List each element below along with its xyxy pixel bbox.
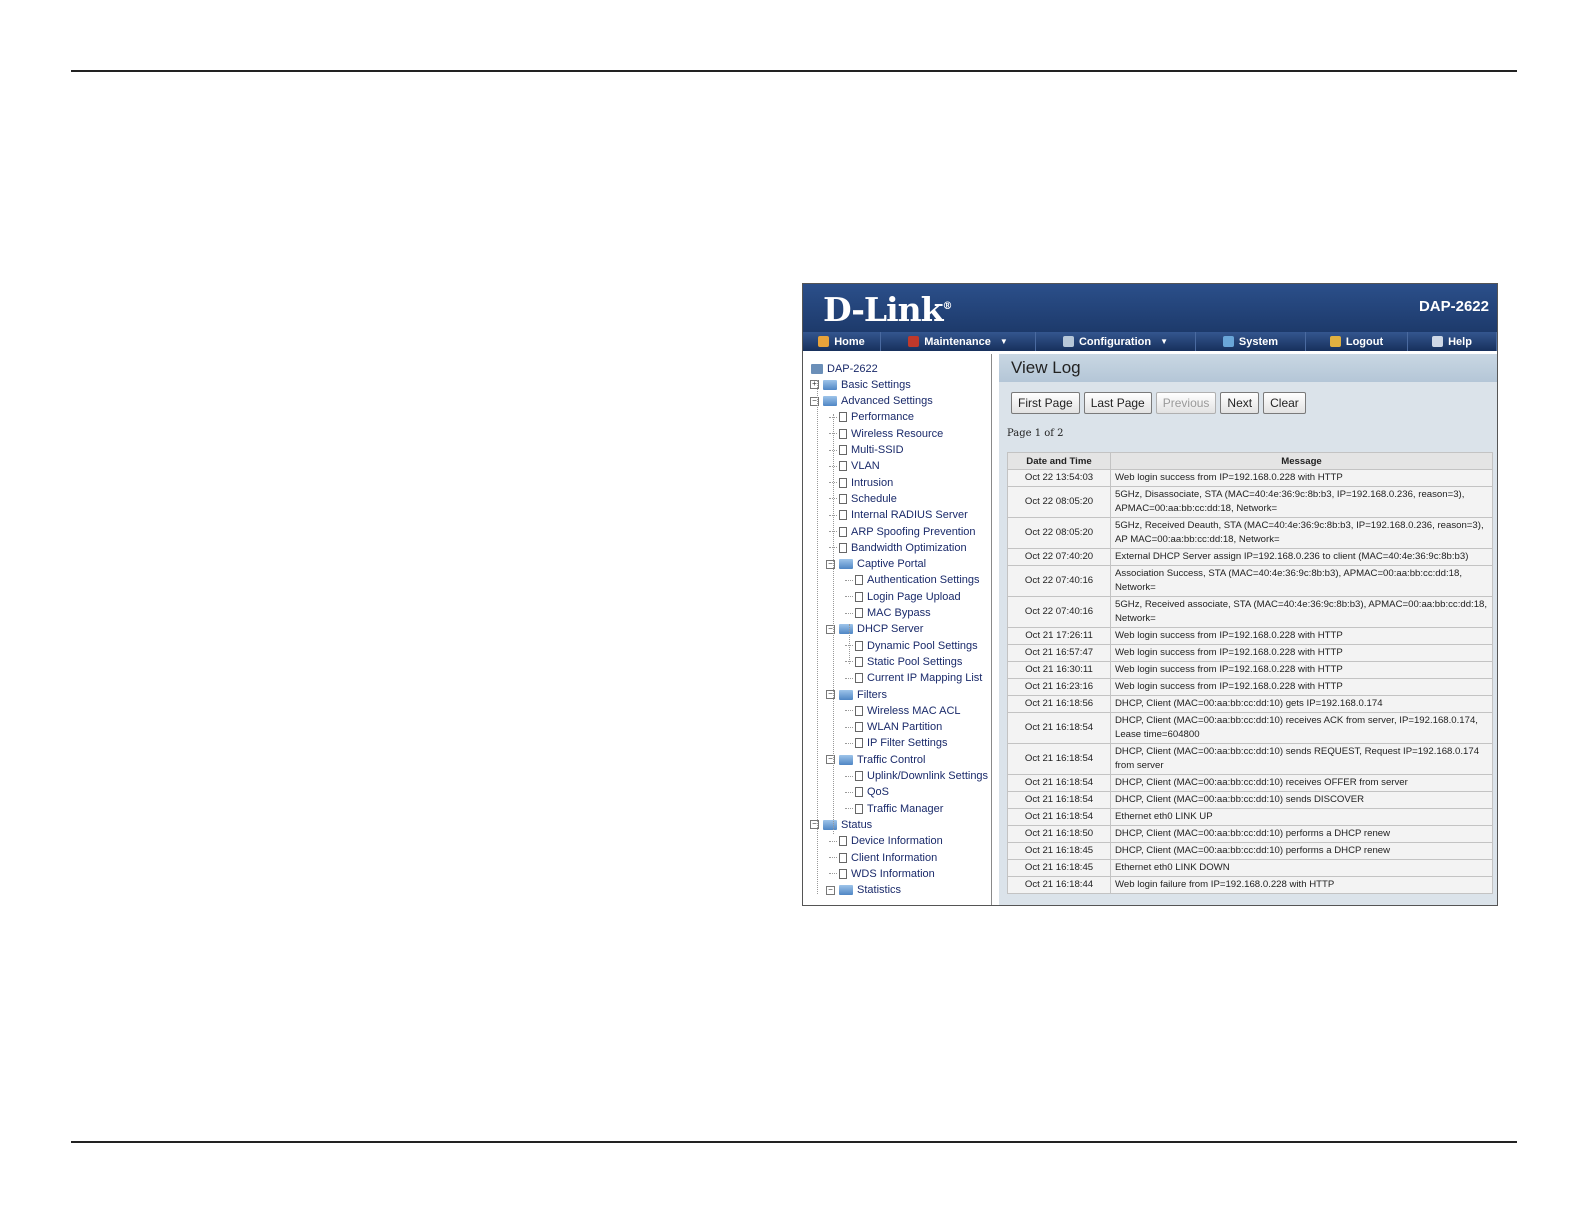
- log-message: Ethernet eth0 LINK DOWN: [1111, 860, 1492, 876]
- dap-web-ui-screenshot: [802, 283, 1498, 906]
- log-message: DHCP, Client (MAC=00:aa:bb:cc:dd:10) receives OFFER from server: [1111, 775, 1492, 791]
- tree-item-label: Statistics: [857, 884, 902, 897]
- computer-icon: [811, 364, 823, 374]
- page-icon: [839, 510, 847, 520]
- tree-item-label: IP Filter Settings: [867, 737, 948, 750]
- folder-icon: [839, 885, 853, 895]
- tree-item-uplink-downlink-settings[interactable]: [855, 769, 988, 784]
- tree-item-advanced-settings[interactable]: [823, 394, 933, 409]
- page-title: View Log: [999, 354, 1498, 382]
- page-icon: [855, 722, 863, 732]
- tree-item-label: Performance: [851, 411, 914, 424]
- log-datetime: Oct 21 16:18:56: [1008, 696, 1110, 712]
- table-row: [1008, 775, 1492, 791]
- table-row: [1008, 549, 1492, 565]
- tree-item-wlan-partition[interactable]: [855, 720, 942, 735]
- page-icon: [855, 787, 863, 797]
- folder-icon: [839, 755, 853, 765]
- table-row: [1008, 860, 1492, 876]
- tree-item-traffic-manager[interactable]: [855, 801, 943, 816]
- tree-item-label: Filters: [857, 688, 887, 701]
- collapse-icon[interactable]: −: [810, 397, 819, 406]
- tree-item-label: Captive Portal: [857, 558, 927, 571]
- page-icon: [839, 445, 847, 455]
- header-banner: [803, 284, 1497, 332]
- tree-item-label: Status: [841, 818, 873, 831]
- tree-item-ip-filter-settings[interactable]: [855, 736, 948, 751]
- table-row: [1008, 628, 1492, 644]
- next-button[interactable]: Next: [1220, 392, 1259, 414]
- log-datetime: Oct 22 07:40:16: [1008, 566, 1110, 596]
- log-message: 5GHz, Disassociate, STA (MAC=40:4e:36:9c:8b:b3, IP=192.168.0.236, reason=3), APMAC=00:aa:bb:cc:dd:18, Network=: [1111, 487, 1492, 517]
- log-datetime: Oct 21 16:18:54: [1008, 792, 1110, 808]
- tree-item-label: Client Information: [851, 851, 938, 864]
- nav-system[interactable]: [1196, 332, 1306, 351]
- column-header-message: Message: [1111, 453, 1492, 469]
- tree-item-schedule[interactable]: [839, 491, 897, 506]
- page-icon: [839, 478, 847, 488]
- log-datetime: Oct 21 16:18:54: [1008, 744, 1110, 774]
- page-icon: [839, 869, 847, 879]
- log-message: DHCP, Client (MAC=00:aa:bb:cc:dd:10) performs a DHCP renew: [1111, 826, 1492, 842]
- tree-item-device-information[interactable]: [839, 834, 943, 849]
- tree-connector: [845, 743, 853, 744]
- log-datetime: Oct 21 16:30:11: [1008, 662, 1110, 678]
- page-icon: [855, 706, 863, 716]
- page-icon: [855, 592, 863, 602]
- log-message: DHCP, Client (MAC=00:aa:bb:cc:dd:10) receives ACK from server, IP=192.168.0.174, Lease time=604800: [1111, 713, 1492, 743]
- log-datetime: Oct 22 07:40:20: [1008, 549, 1110, 565]
- log-datetime: Oct 21 16:18:44: [1008, 877, 1110, 893]
- page-icon: [855, 673, 863, 683]
- tree-connector: [845, 613, 853, 614]
- tree-item-label: Dynamic Pool Settings: [867, 639, 978, 652]
- tree-item-label: Static Pool Settings: [867, 655, 963, 668]
- tree-item-wireless-resource[interactable]: [839, 426, 943, 441]
- table-row: [1008, 662, 1492, 678]
- log-message: Web login failure from IP=192.168.0.228 with HTTP: [1111, 877, 1492, 893]
- tree-item-label: Advanced Settings: [841, 395, 933, 408]
- tree-item-multi-ssid[interactable]: [839, 443, 904, 458]
- log-datetime: Oct 21 16:18:54: [1008, 713, 1110, 743]
- tree-item-label: Basic Settings: [841, 378, 911, 391]
- tree-item-label: MAC Bypass: [867, 607, 931, 619]
- tree-item-label: WDS Information: [851, 867, 935, 880]
- table-row: [1008, 744, 1492, 774]
- tree-item-label: Internal RADIUS Server: [851, 509, 968, 522]
- logout-icon: [1330, 336, 1341, 347]
- log-message: Web login success from IP=192.168.0.228 with HTTP: [1111, 645, 1492, 661]
- tree-guide-line: [833, 414, 834, 834]
- collapse-icon[interactable]: −: [826, 755, 835, 764]
- folder-icon: [839, 690, 853, 700]
- table-header-row: [1008, 453, 1492, 469]
- tree-item-intrusion[interactable]: [839, 475, 893, 490]
- log-datetime: Oct 21 16:57:47: [1008, 645, 1110, 661]
- clear-button[interactable]: Clear: [1263, 392, 1306, 414]
- nav-home[interactable]: [803, 332, 881, 351]
- tree-item-internal-radius-server[interactable]: [839, 508, 968, 523]
- log-message: Web login success from IP=192.168.0.228 with HTTP: [1111, 628, 1492, 644]
- folder-icon: [839, 624, 853, 634]
- tree-connector: [845, 596, 853, 597]
- log-message: DHCP, Client (MAC=00:aa:bb:cc:dd:10) sends DISCOVER: [1111, 792, 1492, 808]
- help-icon: [1432, 336, 1443, 347]
- nav-maintenance[interactable]: [881, 332, 1036, 351]
- collapse-icon[interactable]: −: [826, 690, 835, 699]
- folder-icon: [823, 380, 837, 390]
- tree-connector: [845, 808, 853, 809]
- log-datetime: Oct 21 17:26:11: [1008, 628, 1110, 644]
- configuration-icon: [1063, 336, 1074, 347]
- page-icon: [839, 527, 847, 537]
- dlink-logo: D-Link®: [823, 290, 952, 329]
- nav-label: Help: [1448, 335, 1472, 348]
- tree-connector: [845, 580, 853, 581]
- page-top-rule: [71, 70, 1517, 72]
- tree-item-wds-information[interactable]: [839, 866, 935, 881]
- tree-item-statistics[interactable]: [839, 883, 901, 898]
- model-name: DAP-2622: [1418, 298, 1489, 315]
- page-icon: [855, 804, 863, 814]
- page-icon: [855, 641, 863, 651]
- log-message: Web login success from IP=192.168.0.228 with HTTP: [1111, 662, 1492, 678]
- navigation-tree: [803, 354, 992, 906]
- page-icon: [839, 853, 847, 863]
- page-icon: [839, 494, 847, 504]
- previous-button: Previous: [1156, 392, 1217, 414]
- log-message: DHCP, Client (MAC=00:aa:bb:cc:dd:10) gets IP=192.168.0.174: [1111, 696, 1492, 712]
- tree-item-dap-2622[interactable]: [811, 361, 878, 376]
- tree-item-label: QoS: [867, 786, 890, 799]
- tree-item-label: DAP-2622: [827, 362, 878, 375]
- log-message: Web login success from IP=192.168.0.228 with HTTP: [1111, 679, 1492, 695]
- chevron-down-icon: ▼: [999, 337, 1008, 346]
- table-row: [1008, 679, 1492, 695]
- tree-item-label: VLAN: [851, 460, 880, 473]
- nav-label: Configuration: [1078, 335, 1152, 348]
- collapse-icon[interactable]: −: [826, 560, 835, 569]
- tree-item-mac-bypass[interactable]: [855, 606, 931, 621]
- nav-label: Logout: [1345, 335, 1384, 348]
- page-icon: [839, 429, 847, 439]
- page-icon: [839, 412, 847, 422]
- system-icon: [1223, 336, 1234, 347]
- page-icon: [855, 657, 863, 667]
- tree-item-filters[interactable]: [839, 687, 887, 702]
- table-row: [1008, 696, 1492, 712]
- collapse-icon[interactable]: −: [826, 625, 835, 634]
- tree-item-dynamic-pool-settings[interactable]: [855, 638, 978, 653]
- expand-icon[interactable]: +: [810, 380, 819, 389]
- table-row: [1008, 809, 1492, 825]
- nav-label: Maintenance: [924, 335, 991, 348]
- log-datetime: Oct 22 07:40:16: [1008, 597, 1110, 627]
- tree-item-label: Login Page Upload: [867, 590, 961, 603]
- nav-help[interactable]: [1408, 332, 1497, 351]
- table-row: [1008, 470, 1492, 486]
- chevron-down-icon: ▼: [1160, 337, 1169, 346]
- view-log-panel: [999, 354, 1498, 906]
- log-message: 5GHz, Received Deauth, STA (MAC=40:4e:36:9c:8b:b3, IP=192.168.0.236, reason=3), AP MAC=00:aa:bb:cc:dd:18, Network=: [1111, 518, 1492, 548]
- log-datetime: Oct 21 16:18:45: [1008, 843, 1110, 859]
- tree-connector: [845, 678, 853, 679]
- log-datetime: Oct 21 16:23:16: [1008, 679, 1110, 695]
- page-icon: [855, 771, 863, 781]
- first-page-button[interactable]: First Page: [1011, 392, 1080, 414]
- table-row: [1008, 487, 1492, 517]
- tree-item-label: WLAN Partition: [867, 721, 943, 734]
- tree-item-label: Authentication Settings: [867, 574, 980, 587]
- page-icon: [855, 575, 863, 585]
- tree-connector: [845, 710, 853, 711]
- tree-item-label: Wireless Resource: [851, 427, 944, 440]
- log-datetime: Oct 21 16:18:54: [1008, 809, 1110, 825]
- table-row: [1008, 877, 1492, 893]
- tree-item-traffic-control[interactable]: [839, 752, 925, 767]
- tree-item-login-page-upload[interactable]: [855, 589, 961, 604]
- page-icon: [839, 836, 847, 846]
- table-row: [1008, 518, 1492, 548]
- log-message: 5GHz, Received associate, STA (MAC=40:4e:36:9c:8b:b3), APMAC=00:aa:bb:cc:dd:18, Network=: [1111, 597, 1492, 627]
- tree-guide-line: [849, 624, 850, 664]
- tree-item-wireless-mac-acl[interactable]: [855, 703, 961, 718]
- tree-item-label: ARP Spoofing Prevention: [851, 525, 976, 538]
- log-datetime: Oct 22 13:54:03: [1008, 470, 1110, 486]
- tree-connector: [845, 776, 853, 777]
- log-message: DHCP, Client (MAC=00:aa:bb:cc:dd:10) sends REQUEST, Request IP=192.168.0.174 from server: [1111, 744, 1492, 774]
- tree-item-client-information[interactable]: [839, 850, 937, 865]
- log-datetime: Oct 21 16:18:45: [1008, 860, 1110, 876]
- tree-item-vlan[interactable]: [839, 459, 880, 474]
- page-indicator: Page 1 of 2: [1007, 428, 1064, 439]
- table-row: [1008, 826, 1492, 842]
- folder-icon: [823, 820, 837, 830]
- tree-item-label: Device Information: [851, 835, 943, 848]
- page-bottom-rule: [71, 1141, 1517, 1143]
- tree-item-status[interactable]: [823, 817, 872, 832]
- page-icon: [855, 608, 863, 618]
- tree-connector: [829, 857, 837, 858]
- log-message: DHCP, Client (MAC=00:aa:bb:cc:dd:10) performs a DHCP renew: [1111, 843, 1492, 859]
- table-row: [1008, 792, 1492, 808]
- log-message: Ethernet eth0 LINK UP: [1111, 809, 1492, 825]
- collapse-icon[interactable]: −: [810, 820, 819, 829]
- table-row: [1008, 645, 1492, 661]
- nav-logout[interactable]: [1306, 332, 1408, 351]
- tree-item-label: Traffic Manager: [867, 802, 944, 815]
- log-message: Web login success from IP=192.168.0.228 with HTTP: [1111, 470, 1492, 486]
- home-icon: [818, 336, 829, 347]
- table-row: [1008, 597, 1492, 627]
- tree-item-arp-spoofing-prevention[interactable]: [839, 524, 976, 539]
- last-page-button[interactable]: Last Page: [1084, 392, 1152, 414]
- tree-connector: [845, 727, 853, 728]
- table-row: [1008, 566, 1492, 596]
- nav-label: Home: [834, 335, 865, 348]
- log-table: [1007, 452, 1493, 894]
- tree-item-label: Traffic Control: [857, 753, 926, 766]
- tools-icon: [908, 336, 919, 347]
- tree-item-captive-portal[interactable]: [839, 557, 926, 572]
- log-datetime: Oct 21 16:18:54: [1008, 775, 1110, 791]
- page-icon: [839, 543, 847, 553]
- nav-label: System: [1238, 335, 1279, 348]
- tree-item-label: Schedule: [851, 492, 897, 505]
- pagination-toolbar: [1011, 392, 1306, 414]
- tree-connector: [829, 841, 837, 842]
- tree-item-label: Wireless MAC ACL: [867, 704, 961, 717]
- tree-guide-line: [817, 380, 818, 894]
- tree-connector: [829, 873, 837, 874]
- tree-item-authentication-settings[interactable]: [855, 573, 980, 588]
- tree-item-dhcp-server[interactable]: [839, 622, 923, 637]
- tree-item-qos[interactable]: [855, 785, 889, 800]
- log-datetime: Oct 21 16:18:50: [1008, 826, 1110, 842]
- tree-item-basic-settings[interactable]: [823, 377, 911, 392]
- folder-icon: [839, 559, 853, 569]
- nav-configuration[interactable]: [1036, 332, 1196, 351]
- tree-item-label: Intrusion: [851, 476, 894, 489]
- page-icon: [839, 461, 847, 471]
- tree-item-static-pool-settings[interactable]: [855, 654, 962, 669]
- tree-item-performance[interactable]: [839, 410, 914, 425]
- log-message: External DHCP Server assign IP=192.168.0.236 to client (MAC=40:4e:36:9c:8b:b3): [1111, 549, 1492, 565]
- tree-item-label: Multi-SSID: [851, 444, 904, 456]
- log-message: Association Success, STA (MAC=40:4e:36:9c:8b:b3), APMAC=00:aa:bb:cc:dd:18, Network=: [1111, 566, 1492, 596]
- table-row: [1008, 713, 1492, 743]
- tree-item-label: DHCP Server: [857, 623, 924, 636]
- tree-item-label: Bandwidth Optimization: [851, 541, 967, 554]
- log-datetime: Oct 22 08:05:20: [1008, 518, 1110, 548]
- collapse-icon[interactable]: −: [826, 886, 835, 895]
- tree-connector: [845, 792, 853, 793]
- tree-item-label: Current IP Mapping List: [867, 672, 983, 685]
- tree-item-current-ip-mapping-list[interactable]: [855, 671, 982, 686]
- tree-item-label: Uplink/Downlink Settings: [867, 770, 989, 782]
- folder-icon: [823, 396, 837, 406]
- column-header-date: Date and Time: [1008, 453, 1110, 469]
- log-datetime: Oct 22 08:05:20: [1008, 487, 1110, 517]
- top-navigation: [803, 332, 1497, 351]
- table-row: [1008, 843, 1492, 859]
- page-icon: [855, 738, 863, 748]
- tree-item-bandwidth-optimization[interactable]: [839, 540, 967, 555]
